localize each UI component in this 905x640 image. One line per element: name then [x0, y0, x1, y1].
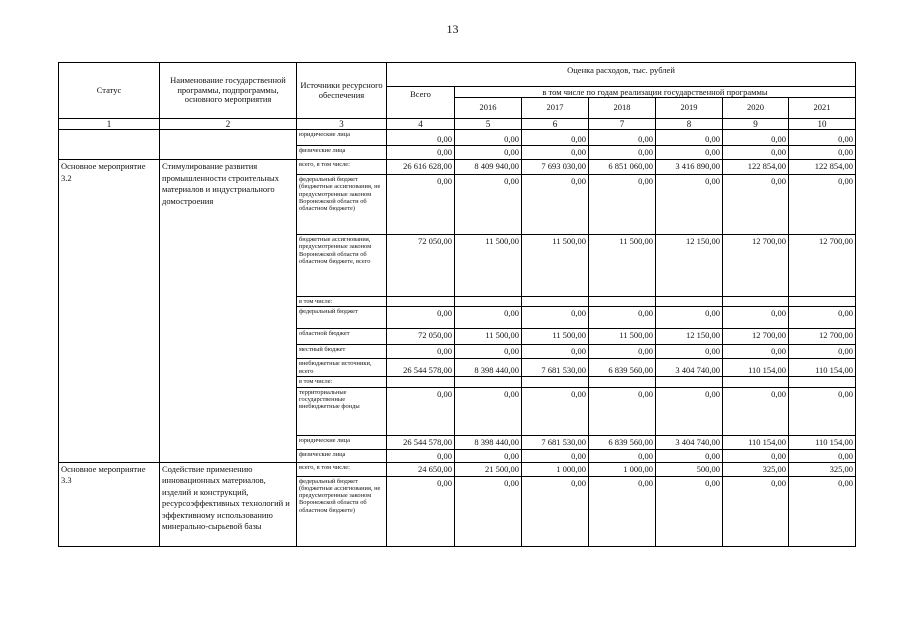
- year-value-cell: 12 700,00: [723, 329, 789, 345]
- year-value-cell: 500,00: [656, 462, 723, 476]
- year-value-cell: 122 854,00: [789, 160, 856, 175]
- year-value-cell: 0,00: [522, 307, 589, 329]
- year-value-cell: 0,00: [723, 449, 789, 462]
- year-value-cell: 0,00: [789, 175, 856, 235]
- column-number: 4: [387, 119, 455, 130]
- year-value-cell: 7 693 030,00: [522, 160, 589, 175]
- year-value-cell: 0,00: [455, 146, 522, 160]
- header-year: 2016: [455, 98, 522, 119]
- year-value-cell: 0,00: [789, 449, 856, 462]
- measure-name-cell: [160, 130, 297, 160]
- year-value-cell: 7 681 530,00: [522, 435, 589, 449]
- year-value-cell: 0,00: [455, 307, 522, 329]
- total-value-cell: 0,00: [387, 476, 455, 546]
- header-by-years: в том числе по годам реализации государственной программы: [455, 87, 856, 98]
- year-value-cell: 0,00: [455, 387, 522, 435]
- status-cell: Основное мероприятие 3.3: [59, 462, 160, 546]
- year-value-cell: 110 154,00: [789, 435, 856, 449]
- source-cell: юридические лица: [297, 130, 387, 146]
- year-value-cell: 12 700,00: [789, 235, 856, 297]
- year-value-cell: 0,00: [789, 387, 856, 435]
- total-value-cell: 0,00: [387, 449, 455, 462]
- total-value-cell: 24 650,00: [387, 462, 455, 476]
- year-value-cell: [789, 297, 856, 307]
- year-value-cell: 0,00: [589, 146, 656, 160]
- source-cell: бюджетные ассигнования, предусмотренные законом Воронежской области об областном бюджете, всего: [297, 235, 387, 297]
- year-value-cell: 0,00: [656, 387, 723, 435]
- source-cell: территориальные государственные внебюджетные фонды: [297, 387, 387, 435]
- source-cell: внебюджетные источники, всего: [297, 359, 387, 377]
- column-number: 2: [160, 119, 297, 130]
- total-value-cell: 26 544 578,00: [387, 359, 455, 377]
- year-value-cell: 6 851 060,00: [589, 160, 656, 175]
- year-value-cell: 6 839 560,00: [589, 435, 656, 449]
- year-value-cell: 0,00: [723, 175, 789, 235]
- year-value-cell: 0,00: [656, 307, 723, 329]
- year-value-cell: 0,00: [522, 387, 589, 435]
- year-value-cell: [656, 297, 723, 307]
- year-value-cell: 12 700,00: [789, 329, 856, 345]
- page-number: 13: [446, 22, 459, 36]
- header-estimate: Оценка расходов, тыс. рублей: [387, 63, 856, 87]
- year-value-cell: 110 154,00: [723, 435, 789, 449]
- total-value-cell: [387, 297, 455, 307]
- source-cell: всего, в том числе:: [297, 462, 387, 476]
- year-value-cell: [455, 377, 522, 387]
- total-value-cell: 26 544 578,00: [387, 435, 455, 449]
- source-cell: в том числе:: [297, 377, 387, 387]
- year-value-cell: 0,00: [656, 175, 723, 235]
- year-value-cell: [455, 297, 522, 307]
- year-value-cell: 0,00: [455, 345, 522, 359]
- measure-name-cell: Стимулирование развития промышленности строительных материалов и индустриального домостроения: [160, 160, 297, 463]
- year-value-cell: 0,00: [589, 130, 656, 146]
- year-value-cell: 0,00: [789, 307, 856, 329]
- year-value-cell: 0,00: [656, 476, 723, 546]
- measure-name-cell: Содействие применению инновационных материалов, изделий и конструкций, ресурсоэффективных технологий и эффективному использованию минерально-сырьевой базы: [160, 462, 297, 546]
- year-value-cell: 0,00: [522, 130, 589, 146]
- year-value-cell: 0,00: [455, 130, 522, 146]
- year-value-cell: 0,00: [723, 387, 789, 435]
- total-value-cell: 0,00: [387, 146, 455, 160]
- source-cell: федеральный бюджет (бюджетные ассигнования, не предусмотренные законом Воронежской области об областном бюджете): [297, 476, 387, 546]
- year-value-cell: 3 404 740,00: [656, 435, 723, 449]
- year-value-cell: 21 500,00: [455, 462, 522, 476]
- column-number: 7: [589, 119, 656, 130]
- year-value-cell: 0,00: [723, 146, 789, 160]
- source-cell: юридические лица: [297, 435, 387, 449]
- year-value-cell: 0,00: [455, 175, 522, 235]
- year-value-cell: 0,00: [723, 307, 789, 329]
- year-value-cell: 3 404 740,00: [656, 359, 723, 377]
- year-value-cell: 325,00: [723, 462, 789, 476]
- column-number: 9: [723, 119, 789, 130]
- year-value-cell: 8 398 440,00: [455, 359, 522, 377]
- year-value-cell: 0,00: [789, 146, 856, 160]
- year-value-cell: 0,00: [723, 345, 789, 359]
- year-value-cell: 7 681 530,00: [522, 359, 589, 377]
- year-value-cell: 6 839 560,00: [589, 359, 656, 377]
- source-cell: всего, в том числе:: [297, 160, 387, 175]
- year-value-cell: 0,00: [589, 449, 656, 462]
- year-value-cell: 11 500,00: [522, 235, 589, 297]
- year-value-cell: 11 500,00: [522, 329, 589, 345]
- year-value-cell: 122 854,00: [723, 160, 789, 175]
- year-value-cell: 0,00: [656, 146, 723, 160]
- source-cell: местный бюджет: [297, 345, 387, 359]
- year-value-cell: 0,00: [723, 130, 789, 146]
- total-value-cell: 0,00: [387, 387, 455, 435]
- header-name: Наименование государственной программы, подпрограммы, основного мероприятия: [160, 63, 297, 119]
- total-value-cell: 72 050,00: [387, 235, 455, 297]
- year-value-cell: 11 500,00: [589, 329, 656, 345]
- total-value-cell: 0,00: [387, 175, 455, 235]
- year-value-cell: 0,00: [723, 476, 789, 546]
- year-value-cell: [723, 297, 789, 307]
- year-value-cell: 0,00: [789, 345, 856, 359]
- year-value-cell: 0,00: [455, 476, 522, 546]
- source-cell: федеральный бюджет: [297, 307, 387, 329]
- source-cell: в том числе:: [297, 297, 387, 307]
- year-value-cell: [522, 377, 589, 387]
- year-value-cell: 0,00: [656, 130, 723, 146]
- column-number: 8: [656, 119, 723, 130]
- year-value-cell: 1 000,00: [589, 462, 656, 476]
- table-body: [59, 130, 856, 547]
- total-value-cell: 0,00: [387, 130, 455, 146]
- year-value-cell: [789, 377, 856, 387]
- year-value-cell: 0,00: [789, 130, 856, 146]
- year-value-cell: [656, 377, 723, 387]
- header-status: Статус: [59, 63, 160, 119]
- header-year: 2019: [656, 98, 723, 119]
- total-value-cell: 0,00: [387, 345, 455, 359]
- year-value-cell: 8 398 440,00: [455, 435, 522, 449]
- year-value-cell: 0,00: [589, 387, 656, 435]
- year-value-cell: 1 000,00: [522, 462, 589, 476]
- year-value-cell: 11 500,00: [455, 235, 522, 297]
- year-value-cell: 325,00: [789, 462, 856, 476]
- year-value-cell: 0,00: [589, 307, 656, 329]
- header-year: 2018: [589, 98, 656, 119]
- year-value-cell: 12 150,00: [656, 235, 723, 297]
- year-value-cell: 0,00: [589, 476, 656, 546]
- table-row: [59, 130, 856, 146]
- column-number: 5: [455, 119, 522, 130]
- year-value-cell: 110 154,00: [789, 359, 856, 377]
- year-value-cell: 0,00: [522, 175, 589, 235]
- year-value-cell: 11 500,00: [589, 235, 656, 297]
- column-number: 1: [59, 119, 160, 130]
- year-value-cell: 0,00: [522, 146, 589, 160]
- total-value-cell: 0,00: [387, 307, 455, 329]
- column-number: 3: [297, 119, 387, 130]
- year-value-cell: 0,00: [522, 345, 589, 359]
- source-cell: физические лица: [297, 449, 387, 462]
- year-value-cell: 0,00: [589, 345, 656, 359]
- source-cell: физические лица: [297, 146, 387, 160]
- total-value-cell: 72 050,00: [387, 329, 455, 345]
- header-year: 2020: [723, 98, 789, 119]
- header-year: 2017: [522, 98, 589, 119]
- header-sources: Источники ресурсного обеспечения: [297, 63, 387, 119]
- year-value-cell: 8 409 940,00: [455, 160, 522, 175]
- year-value-cell: [589, 377, 656, 387]
- status-cell: Основное мероприятие 3.2: [59, 160, 160, 463]
- table-row: [59, 160, 856, 175]
- year-value-cell: 0,00: [522, 476, 589, 546]
- year-value-cell: [723, 377, 789, 387]
- year-value-cell: 12 150,00: [656, 329, 723, 345]
- year-value-cell: 3 416 890,00: [656, 160, 723, 175]
- budget-table: [58, 62, 856, 547]
- total-value-cell: 26 616 628,00: [387, 160, 455, 175]
- source-cell: областной бюджет: [297, 329, 387, 345]
- total-value-cell: [387, 377, 455, 387]
- year-value-cell: 0,00: [589, 175, 656, 235]
- year-value-cell: 12 700,00: [723, 235, 789, 297]
- year-value-cell: 0,00: [455, 449, 522, 462]
- table-row: [59, 462, 856, 476]
- year-value-cell: 0,00: [656, 449, 723, 462]
- source-cell: федеральный бюджет (бюджетные ассигнования, не предусмотренные законом Воронежской области об областном бюджете): [297, 175, 387, 235]
- year-value-cell: 11 500,00: [455, 329, 522, 345]
- column-number: 6: [522, 119, 589, 130]
- year-value-cell: 0,00: [522, 449, 589, 462]
- column-number: 10: [789, 119, 856, 130]
- year-value-cell: [589, 297, 656, 307]
- year-value-cell: 0,00: [789, 476, 856, 546]
- year-value-cell: [522, 297, 589, 307]
- header-total: Всего: [387, 87, 455, 119]
- year-value-cell: 110 154,00: [723, 359, 789, 377]
- status-cell: [59, 130, 160, 160]
- header-year: 2021: [789, 98, 856, 119]
- year-value-cell: 0,00: [656, 345, 723, 359]
